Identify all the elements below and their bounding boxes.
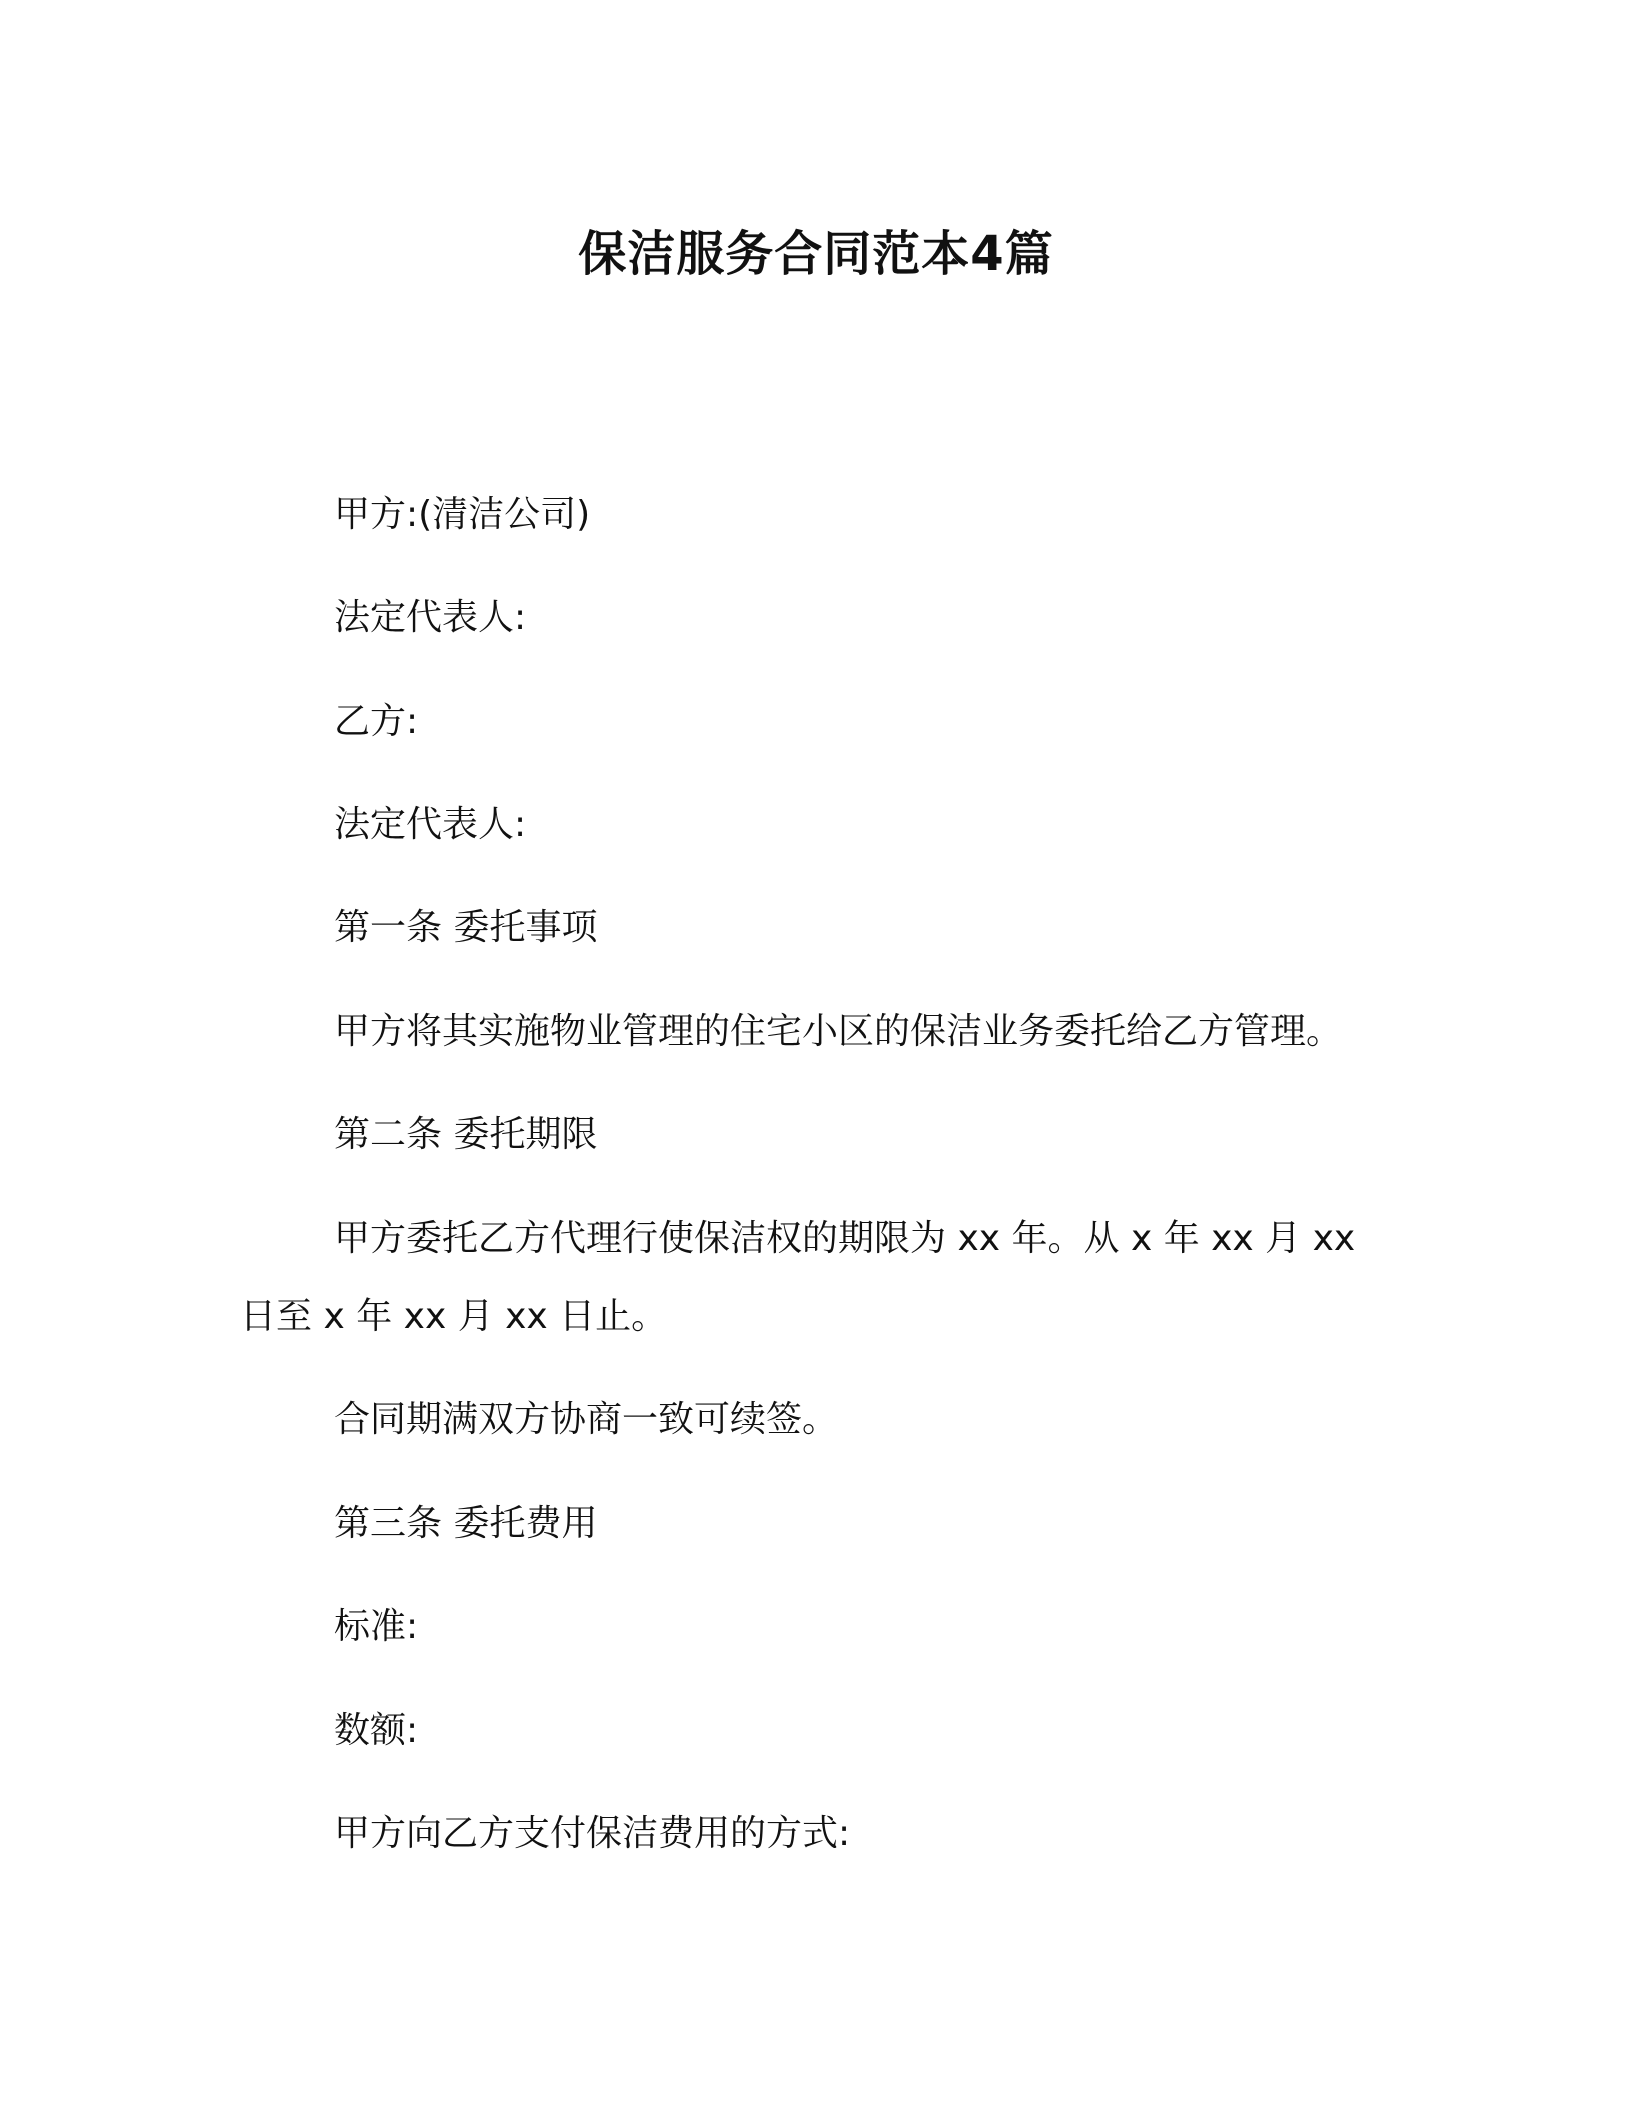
document-title: 保洁服务合同范本4篇 bbox=[578, 226, 1054, 282]
article-1-body: 甲方将其实施物业管理的住宅小区的保洁业务委托给乙方管理。 bbox=[334, 1011, 1343, 1052]
article-2-body-line-1: 甲方委托乙方代理行使保洁权的期限为 xx 年。从 x 年 xx 月 xx bbox=[334, 1218, 1356, 1259]
article-2-renewal: 合同期满双方协商一致可续签。 bbox=[334, 1399, 839, 1440]
article-2-heading: 第二条 委托期限 bbox=[334, 1114, 598, 1155]
article-1-heading: 第一条 委托事项 bbox=[334, 907, 598, 948]
fee-standard-line: 标准: bbox=[334, 1606, 419, 1647]
party-b-representative-line: 法定代表人: bbox=[334, 804, 527, 845]
party-a-line: 甲方:(清洁公司) bbox=[334, 494, 591, 535]
article-3-heading: 第三条 委托费用 bbox=[334, 1503, 598, 1544]
article-2-body-line-2: 日至 x 年 xx 月 xx 日止。 bbox=[240, 1296, 668, 1337]
payment-method-line: 甲方向乙方支付保洁费用的方式: bbox=[334, 1813, 851, 1854]
party-a-representative-line: 法定代表人: bbox=[334, 597, 527, 638]
party-b-line: 乙方: bbox=[334, 701, 419, 742]
fee-amount-line: 数额: bbox=[334, 1710, 419, 1751]
